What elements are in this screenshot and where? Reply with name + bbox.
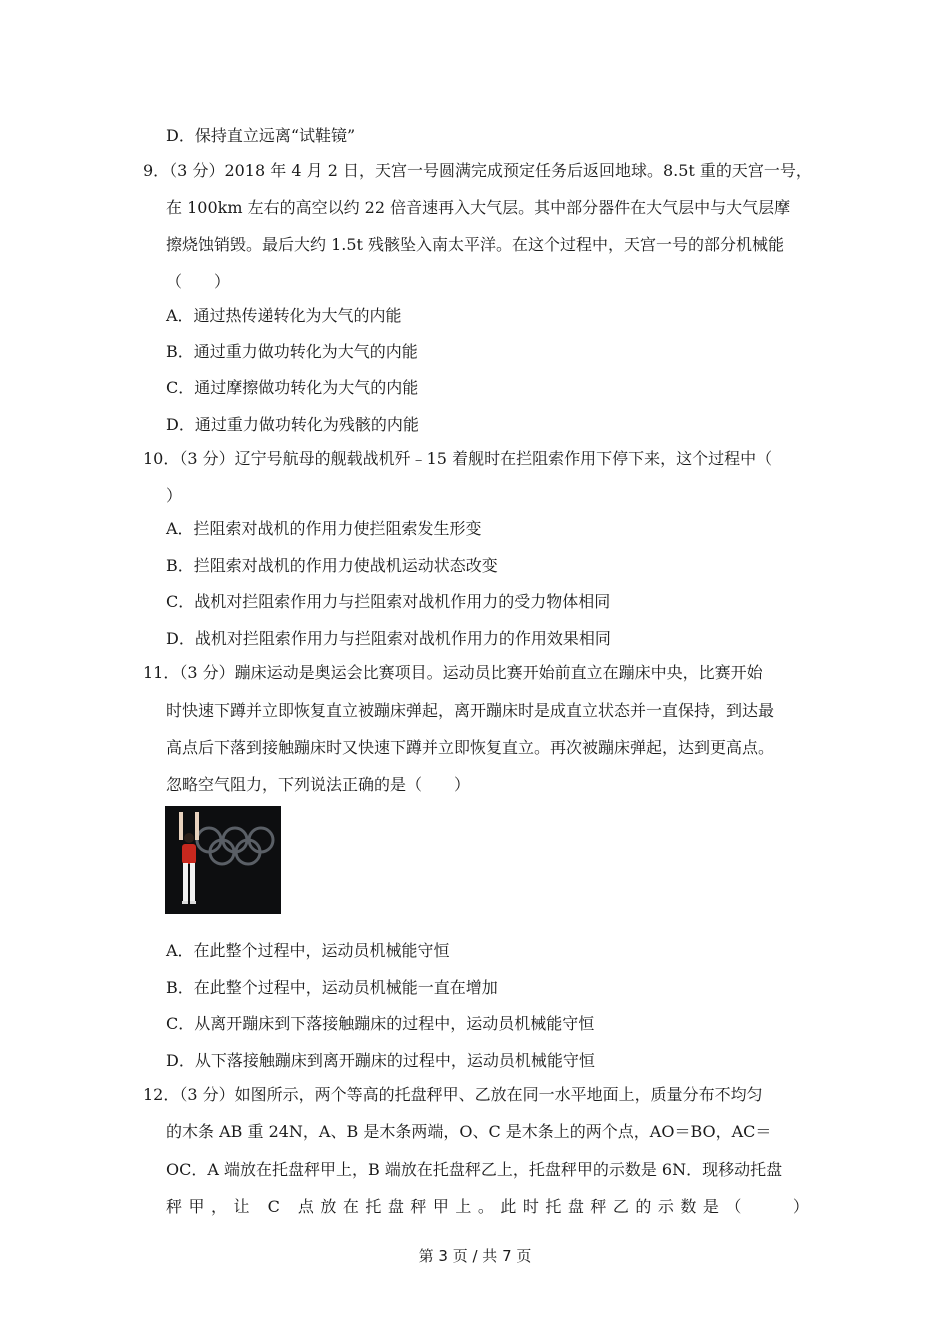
q12-line-3: OC．A 端放在托盘秤甲上，B 端放在托盘秤乙上，托盘秤甲的示数是 6N．现移动托盘 [166,1160,783,1179]
q11-option-a: A．在此整个过程中，运动员机械能守恒 [166,941,450,960]
q8-option-d: D．保持直立远离“试鞋镜” [166,126,356,145]
q9-option-a: A．通过热传递转化为大气的内能 [166,306,402,325]
q12-line-2: 的木条 AB 重 24N，A、B 是木条两端，O、C 是木条上的两个点，AO＝BO，AC＝ [166,1122,772,1141]
q11-line-2: 时快速下蹲并立即恢复直立被蹦床弹起，离开蹦床时是成直立状态并一直保持，到达最 [166,701,775,720]
page-footer: 第 3 页 / 共 7 页 [418,1247,532,1265]
q10-option-b: B．拦阻索对战机的作用力使战机运动状态改变 [166,556,498,575]
q11-option-d: D．从下落接触蹦床到离开蹦床的过程中，运动员机械能守恒 [166,1051,595,1070]
q10-line-1: 10．（3 分）辽宁号航母的舰载战机歼﹣15 着舰时在拦阻索作用下停下来，这个过程中（ [143,449,773,468]
q10-line-2: ） [166,486,183,505]
trampoline-athlete-photo [165,806,281,914]
q11-line-4: 忽略空气阻力，下列说法正确的是（ ） [166,775,471,794]
q9-option-b: B．通过重力做功转化为大气的内能 [166,342,418,361]
q11-line-3: 高点后下落到接触蹦床时又快速下蹲并立即恢复直立。再次被蹦床弹起，达到更高点。 [166,738,775,757]
q11-option-c: C．从离开蹦床到下落接触蹦床的过程中，运动员机械能守恒 [166,1014,595,1033]
q9-option-d: D．通过重力做功转化为残骸的内能 [166,415,419,434]
q9-line-2: 在 100km 左右的高空以约 22 倍音速再入大气层。其中部分器件在大气层中与大气层摩 [166,198,791,217]
q9-line-3: 擦烧蚀销毁。最后大约 1.5t 残骸坠入南太平洋。在这个过程中，天宫一号的部分机械能 [166,235,785,254]
q9-line-4: （ ） [166,272,231,291]
q10-option-c: C．战机对拦阻索作用力与拦阻索对战机作用力的受力物体相同 [166,592,611,611]
q9-option-c: C．通过摩擦做功转化为大气的内能 [166,378,419,397]
q12-line-1: 12．（3 分）如图所示，两个等高的托盘秤甲、乙放在同一水平地面上，质量分布不均匀 [143,1085,763,1104]
q11-option-b: B．在此整个过程中，运动员机械能一直在增加 [166,978,498,997]
q11-line-1: 11．（3 分）蹦床运动是奥运会比赛项目。运动员比赛开始前直立在蹦床中央，比赛开始 [143,663,763,682]
q10-option-a: A．拦阻索对战机的作用力使拦阻索发生形变 [166,519,482,538]
q12-line-4: 秤甲，让 C 点放在托盘秤甲上。此时托盘秤乙的示数是（ ） [166,1197,816,1216]
trampoline-athlete-illustration [165,806,281,914]
q10-option-d: D．战机对拦阻索作用力与拦阻索对战机作用力的作用效果相同 [166,629,611,648]
q9-line-1: 9．（3 分）2018 年 4 月 2 日，天宫一号圆满完成预定任务后返回地球。8.5t 重的天宫一号， [143,161,812,180]
